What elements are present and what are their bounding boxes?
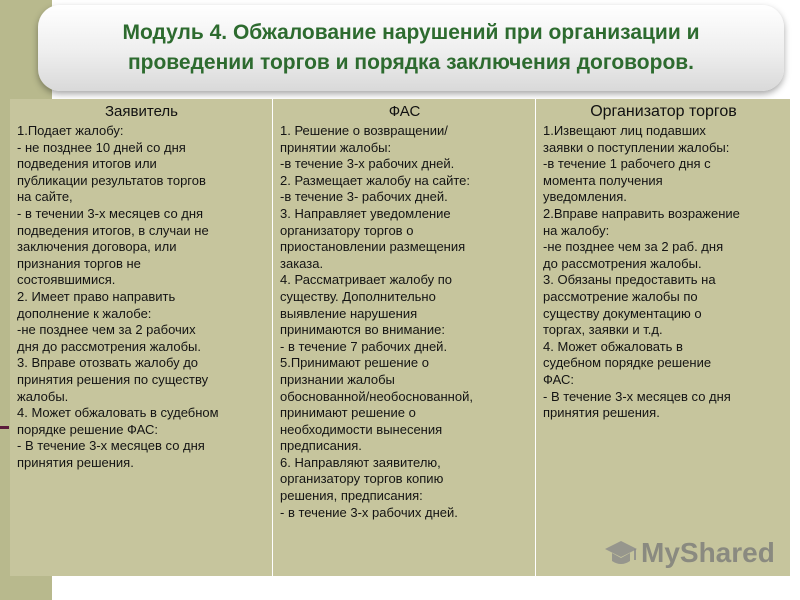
column-text-line: дня до рассмотрения жалобы.: [17, 338, 201, 354]
column-organizer: [536, 99, 790, 576]
column-text-line: 1. Решение о возвращении/: [280, 123, 448, 138]
column-text-line: 4. Может обжаловать в: [543, 338, 683, 354]
column-text-line: 4. Может обжаловать в судебном: [17, 405, 219, 421]
column-text-line: судебном порядке решение: [543, 355, 712, 371]
column-text-line: дополнение к жалобе:: [17, 305, 152, 321]
mortarboard-icon: [604, 536, 638, 570]
column-text-line: выявление нарушения: [280, 305, 418, 321]
column-text-line: порядке решение ФАС:: [17, 421, 159, 437]
column-text-line: 4. Рассматривает жалобу по: [280, 272, 453, 288]
column-text-line: предписания.: [280, 438, 362, 454]
column-applicant: [10, 99, 273, 576]
column-text-line: 1.Подает жалобу:: [17, 123, 124, 138]
column-text-line: 5.Принимают решение о: [280, 355, 429, 371]
column-text-line: заказа.: [280, 255, 324, 271]
column-text-line: состоявшимися.: [17, 272, 116, 288]
column-text-line: на сайте,: [17, 189, 73, 205]
column-text-line: 6. Направляют заявителю,: [280, 454, 441, 470]
column-text-line: -в течение 3- рабочих дней.: [280, 189, 448, 205]
column-text-line: обоснованной/необоснованной,: [280, 388, 473, 404]
column-text-line: рассмотрение жалобы по: [543, 288, 698, 304]
column-text-line: принятия решения.: [543, 405, 660, 421]
column-body-fas: [280, 123, 529, 521]
column-header-organizer: Организатор торгов: [590, 103, 737, 120]
column-text-line: ФАС:: [543, 371, 574, 387]
column-fas: [273, 99, 536, 576]
slide-title: [61, 18, 761, 78]
column-text-line: 3. Обязаны предоставить на: [543, 272, 716, 288]
column-text-line: подведения итогов, в случаи не: [17, 222, 209, 238]
column-text-line: -в течение 3-х рабочих дней.: [280, 156, 455, 172]
column-text-line: 2. Размещает жалобу на сайте:: [280, 172, 471, 188]
slide-title-line-2: проведении торгов и порядка заключения договоров.: [127, 51, 695, 74]
column-text-line: 3. Вправе отозвать жалобу до: [17, 355, 199, 371]
column-text-line: подведения итогов или: [17, 156, 157, 172]
column-text-line: принимаются во внимание:: [280, 322, 445, 338]
column-text-line: 2.Вправе направить возражение: [543, 205, 740, 221]
column-text-line: организатору торгов копию: [280, 471, 444, 487]
column-text-line: -в течение 1 рабочего дня с: [543, 156, 711, 172]
column-header-fas: ФАС: [388, 103, 421, 120]
watermark-text: MyShared: [641, 537, 775, 568]
column-text-line: на жалобу:: [543, 222, 610, 238]
column-text-line: заявки о поступлении жалобы:: [543, 139, 730, 155]
column-text-line: заключения договора, или: [17, 239, 177, 255]
column-text-line: - не позднее 10 дней со дня: [17, 139, 186, 155]
column-text-line: до рассмотрения жалобы.: [543, 255, 702, 271]
column-text-line: принятии жалобы:: [280, 139, 392, 155]
column-text-line: признании жалобы: [280, 371, 395, 387]
column-text-line: принятия решения.: [17, 454, 134, 470]
column-text-line: решения, предписания:: [280, 488, 423, 504]
column-text-line: - в течение 7 рабочих дней.: [280, 338, 448, 354]
slide-title-line-1: Модуль 4. Обжалование нарушений при организации и: [122, 21, 700, 44]
column-text-line: публикации результатов торгов: [17, 172, 206, 188]
column-text-line: уведомления.: [543, 189, 627, 205]
column-text-line: организатору торгов о: [280, 222, 414, 238]
column-body-organizer: [543, 123, 784, 422]
column-text-line: - В течение 3-х месяцев со дня: [543, 388, 731, 404]
column-text-line: - В течение 3-х месяцев со дня: [17, 438, 205, 454]
column-text-line: принятия решения по существу: [17, 371, 209, 387]
column-text-line: момента получения: [543, 172, 663, 188]
column-text-line: - в течении 3-х месяцев со дня: [17, 205, 204, 221]
column-text-line: -не позднее чем за 2 раб. дня: [543, 239, 724, 255]
column-text-line: 2. Имеет право направить: [17, 288, 176, 304]
column-text-line: -не позднее чем за 2 рабочих: [17, 322, 196, 338]
column-text-line: 3. Направляет уведомление: [280, 205, 451, 221]
column-text-line: принимают решение о: [280, 405, 416, 421]
column-text-line: необходимости вынесения: [280, 421, 443, 437]
left-accent-tick: [0, 426, 9, 429]
column-text-line: существу документацию о: [543, 305, 702, 321]
column-text-line: 1.Извещают лиц подавших: [543, 123, 706, 138]
column-body-applicant: [17, 123, 266, 471]
column-header-applicant: Заявитель: [105, 103, 178, 120]
column-text-line: - в течение 3-х рабочих дней.: [280, 504, 458, 520]
responsibilities-table: [10, 99, 790, 576]
watermark: [604, 536, 775, 570]
column-text-line: признания торгов не: [17, 255, 141, 271]
column-text-line: жалобы.: [17, 388, 69, 404]
column-text-line: приостановлении размещения: [280, 239, 466, 255]
column-text-line: торгах, заявки и т.д.: [543, 322, 663, 338]
column-text-line: существу. Дополнительно: [280, 288, 436, 304]
title-banner: [38, 5, 784, 91]
